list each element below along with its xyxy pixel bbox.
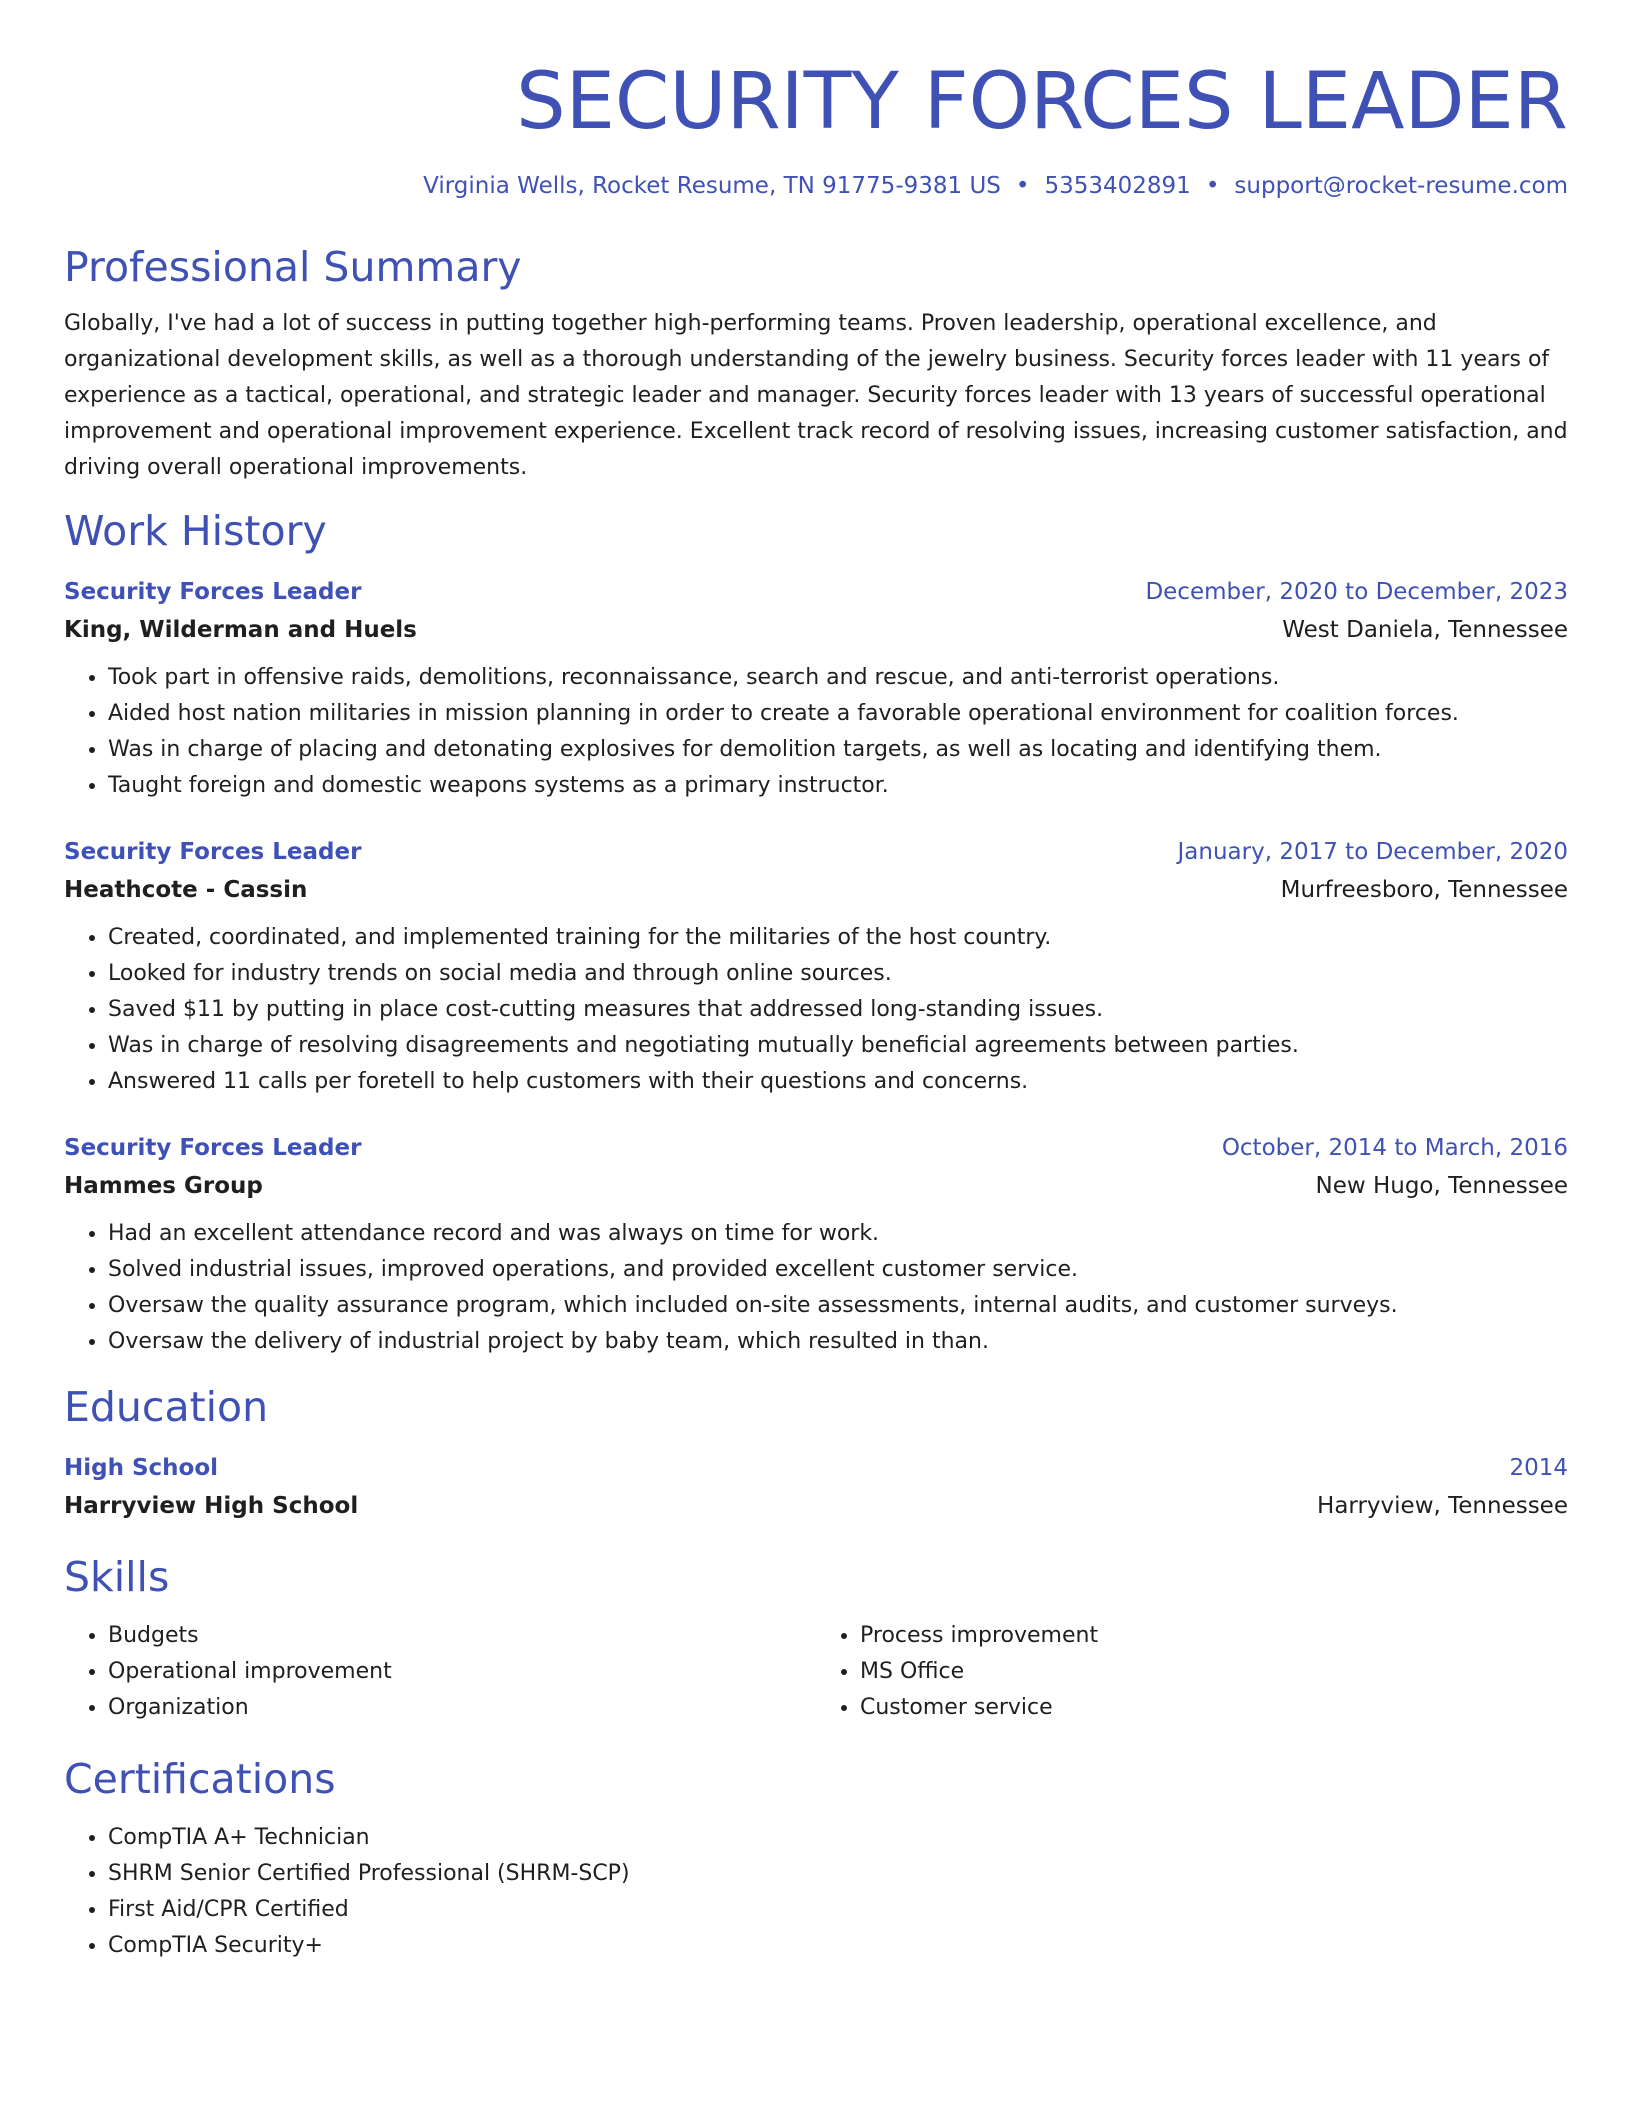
education-entry bbox=[64, 1450, 1568, 1526]
education-degree: High School bbox=[64, 1455, 219, 1481]
job-bullet: • Oversaw the delivery of industrial project by baby team, which resulted in than. bbox=[108, 1324, 1568, 1360]
contact-separator: • bbox=[1205, 173, 1220, 199]
job-title: Security Forces Leader bbox=[64, 579, 362, 605]
job-bullet: • Solved industrial issues, improved operations, and provided excellent customer service. bbox=[108, 1252, 1568, 1288]
skill-item: • Budgets bbox=[108, 1618, 816, 1654]
job-entry bbox=[64, 1130, 1568, 1360]
education-year: 2014 bbox=[1509, 1455, 1568, 1481]
contact-line bbox=[64, 170, 1568, 202]
job-bullet: • Aided host nation militaries in mission planning in order to create a favorable operational environment for coalition forces. bbox=[108, 696, 1568, 732]
certifications-list bbox=[64, 1820, 1568, 1964]
skill-item: • Operational improvement bbox=[108, 1654, 816, 1690]
skill-item: • Process improvement bbox=[860, 1618, 1568, 1654]
certification-item: • CompTIA A+ Technician bbox=[108, 1820, 1568, 1856]
job-bullet-list bbox=[64, 1216, 1568, 1360]
job-bullet: • Was in charge of placing and detonating explosives for demolition targets, as well as locating and identifying them. bbox=[108, 732, 1568, 768]
job-bullet-list bbox=[64, 660, 1568, 804]
job-entry bbox=[64, 834, 1568, 1100]
summary-paragraph: Globally, I've had a lot of success in putting together high-performing teams. Proven leadership, operational excellence, and organizational development skills, as well as a thorough understanding of the jewelry business. Security forces leader with 11 years of experience as a tactical, operational, and strategic leader and manager. Security forces leader with 13 years of successful operational improvement and operational improvement experience. Excellent track record of resolving issues, increasing customer satisfaction, and driving overall operational improvements. bbox=[64, 311, 1568, 480]
resume-page bbox=[64, 0, 1568, 1964]
job-company: Heathcote - Cassin bbox=[64, 877, 308, 903]
work-history-section-title: Work History bbox=[64, 507, 327, 555]
education-location: Harryview, Tennessee bbox=[1317, 1493, 1568, 1519]
skills-grid bbox=[64, 1618, 1568, 1726]
job-bullet: • Looked for industry trends on social media and through online sources. bbox=[108, 956, 1568, 992]
skill-item: • Organization bbox=[108, 1690, 816, 1726]
job-bullet: • Was in charge of resolving disagreements and negotiating mutually beneficial agreements between parties. bbox=[108, 1028, 1568, 1064]
job-bullet-list bbox=[64, 920, 1568, 1100]
contact-email: support@rocket-resume.com bbox=[1234, 173, 1568, 199]
job-bullet: • Had an excellent attendance record and was always on time for work. bbox=[108, 1216, 1568, 1252]
certification-item: • First Aid/CPR Certified bbox=[108, 1892, 1568, 1928]
job-location: West Daniela, Tennessee bbox=[1282, 617, 1568, 643]
job-bullet: • Answered 11 calls per foretell to help customers with their questions and concerns. bbox=[108, 1064, 1568, 1100]
resume-name-heading: SECURITY FORCES LEADER bbox=[516, 57, 1568, 147]
education-school: Harryview High School bbox=[64, 1493, 359, 1519]
skills-list-right bbox=[816, 1618, 1568, 1726]
job-bullet: • Took part in offensive raids, demolitions, reconnaissance, search and rescue, and anti-terrorist operations. bbox=[108, 660, 1568, 696]
skills-list-left bbox=[64, 1618, 816, 1726]
skills-section-title: Skills bbox=[64, 1553, 170, 1601]
contact-address: Virginia Wells, Rocket Resume, TN 91775-9381 US bbox=[423, 173, 1001, 199]
job-dates: January, 2017 to December, 2020 bbox=[1177, 839, 1568, 865]
job-dates: October, 2014 to March, 2016 bbox=[1221, 1135, 1568, 1161]
job-dates: December, 2020 to December, 2023 bbox=[1145, 579, 1568, 605]
education-section-title: Education bbox=[64, 1383, 269, 1431]
summary-section-title: Professional Summary bbox=[64, 243, 522, 291]
job-location: New Hugo, Tennessee bbox=[1315, 1173, 1568, 1199]
job-title: Security Forces Leader bbox=[64, 1135, 362, 1161]
certification-item: • CompTIA Security+ bbox=[108, 1928, 1568, 1964]
job-company: Hammes Group bbox=[64, 1173, 263, 1199]
job-company: King, Wilderman and Huels bbox=[64, 617, 417, 643]
skill-item: • Customer service bbox=[860, 1690, 1568, 1726]
job-bullet: • Saved $11 by putting in place cost-cutting measures that addressed long-standing issues. bbox=[108, 992, 1568, 1028]
job-bullet: • Created, coordinated, and implemented training for the militaries of the host country. bbox=[108, 920, 1568, 956]
certifications-section-title: Certifications bbox=[64, 1755, 336, 1803]
job-entry bbox=[64, 574, 1568, 804]
job-title: Security Forces Leader bbox=[64, 839, 362, 865]
contact-phone: 5353402891 bbox=[1044, 173, 1191, 199]
job-bullet: • Taught foreign and domestic weapons systems as a primary instructor. bbox=[108, 768, 1568, 804]
job-bullet: • Oversaw the quality assurance program, which included on-site assessments, internal audits, and customer surveys. bbox=[108, 1288, 1568, 1324]
certification-item: • SHRM Senior Certified Professional (SHRM-SCP) bbox=[108, 1856, 1568, 1892]
skill-item: • MS Office bbox=[860, 1654, 1568, 1690]
contact-separator: • bbox=[1015, 173, 1030, 199]
job-location: Murfreesboro, Tennessee bbox=[1280, 877, 1568, 903]
